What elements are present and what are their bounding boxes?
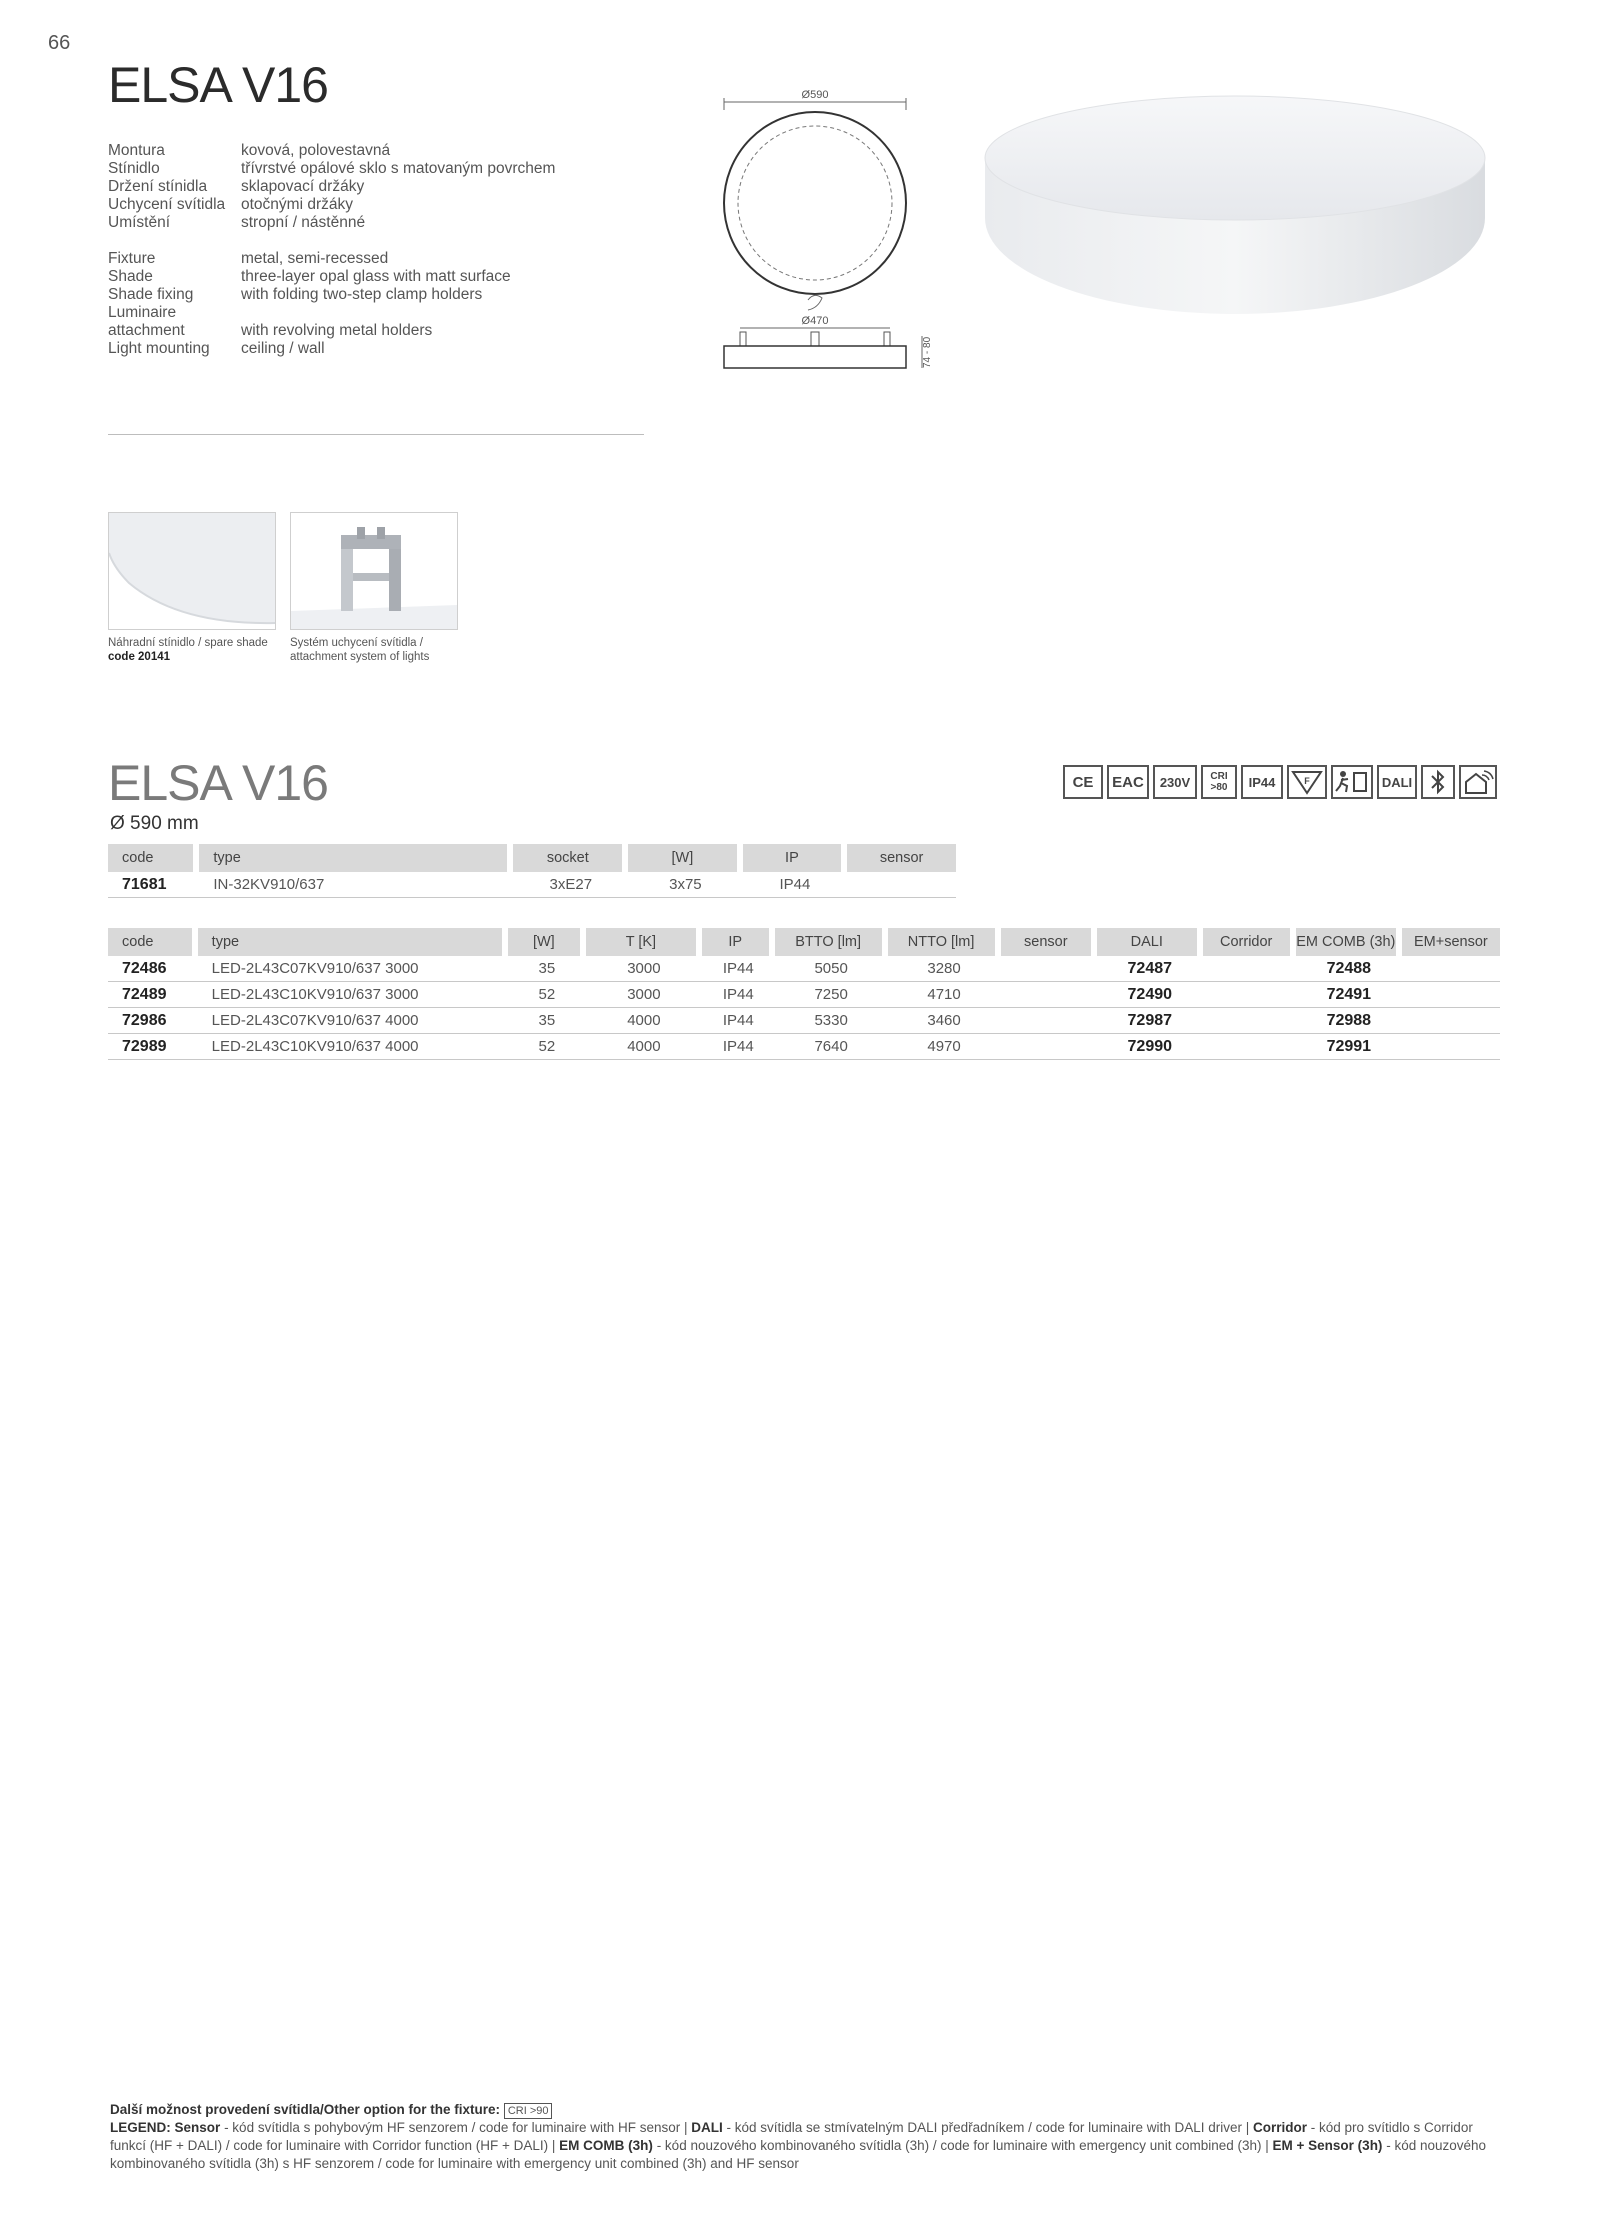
attachment-system-thumb xyxy=(290,512,458,630)
table-cell-sensor xyxy=(1001,956,1098,982)
cri-90-badge: CRI >90 xyxy=(504,2103,553,2119)
table-cell-t: 4000 xyxy=(586,1034,702,1060)
table-cell-dali: 72987 xyxy=(1097,1008,1202,1034)
table-cell-sensor xyxy=(1001,1008,1098,1034)
table-cell-em: 72491 xyxy=(1296,982,1402,1008)
column-header: DALI xyxy=(1097,928,1202,956)
product-photo xyxy=(975,88,1495,328)
voltage-icon: 230V xyxy=(1153,765,1197,799)
table-cell-w: 52 xyxy=(508,982,586,1008)
table-cell-emsensor xyxy=(1402,1008,1500,1034)
column-header: EM+sensor xyxy=(1402,928,1500,956)
spec-row xyxy=(108,268,555,286)
spec-value: třívrstvé opálové sklo s matovaným povrchem xyxy=(241,160,556,177)
column-header: Corridor xyxy=(1203,928,1296,956)
table-cell-w: 35 xyxy=(508,956,586,982)
height-label: 74 - 80 xyxy=(922,336,933,368)
table-cell-socket: 3xE27 xyxy=(513,872,628,898)
table-cell-em: 72988 xyxy=(1296,1008,1402,1034)
table-cell-w: 35 xyxy=(508,1008,586,1034)
spec-row xyxy=(108,340,555,358)
table-cell-corridor xyxy=(1203,1008,1296,1034)
column-header: EM COMB (3h) xyxy=(1296,928,1402,956)
spec-key: Shade fixing xyxy=(108,286,194,303)
dali-icon: DALI xyxy=(1377,765,1417,799)
spec-value: metal, semi-recessed xyxy=(241,250,389,267)
table-cell-ip: IP44 xyxy=(702,982,775,1008)
spec-value: three-layer opal glass with matt surface xyxy=(241,268,511,285)
spec-value: otočnými držáky xyxy=(241,196,353,213)
table-cell-dali: 72990 xyxy=(1097,1034,1202,1060)
column-header: sensor xyxy=(1001,928,1098,956)
spec-value: kovová, polovestavná xyxy=(241,142,391,159)
spec-key: Umístění xyxy=(108,214,171,231)
spec-key: Montura xyxy=(108,142,165,159)
smart-home-icon xyxy=(1459,765,1497,799)
table-cell-ip: IP44 xyxy=(743,872,848,898)
spec-key: Light mounting xyxy=(108,340,210,357)
spec-row xyxy=(108,196,555,214)
table-cell-code: 72989 xyxy=(108,1034,198,1060)
legend-footer: Další možnost provedení svítidla/Other option for the fixture: CRI >90 LEGEND: Sensor - kód svítidla s pohybovým HF senzorem / code for luminaire with HF sensor | DALI - kód svítidla se stmívatelným DALI předřadníkem / code for luminaire with DALI driver | Corridor - kód pro svítidlo s Corridor funkcí (HF + DALI) / code for luminaire with Corridor function (HF + DALI) | EM COMB (3h) - kód nouzového kombinovaného svítidla (3h) / code for luminaire with emergency unit combined (3h) | EM + Sensor (3h) - kód nouzového kombinovaného svítidla (3h) s HF senzorem / code for luminaire with emergency unit combined (3h) and HF sensor xyxy=(110,2102,1487,2171)
page-number: 66 xyxy=(48,32,71,54)
bluetooth-icon xyxy=(1421,765,1455,799)
table-cell-sensor xyxy=(847,872,956,898)
table-led xyxy=(108,928,1500,1060)
spec-key: Luminaire xyxy=(108,304,177,321)
spec-value: stropní / nástěnné xyxy=(241,214,366,231)
table-cell-code: 72489 xyxy=(108,982,198,1008)
table-incandescent xyxy=(108,844,956,898)
column-header: sensor xyxy=(847,844,956,872)
ce-icon: CE xyxy=(1063,765,1103,799)
column-header: BTTO [lm] xyxy=(775,928,888,956)
spec-row xyxy=(108,304,555,322)
table-cell-type: LED-2L43C07KV910/637 3000 xyxy=(198,956,508,982)
table-cell-btto: 5050 xyxy=(775,956,888,982)
table-cell-w: 52 xyxy=(508,1034,586,1060)
table-cell-w: 3x75 xyxy=(628,872,742,898)
table-row xyxy=(108,872,956,898)
table-cell-ntto: 3460 xyxy=(888,1008,1001,1034)
spec-row xyxy=(108,160,555,178)
table-cell-t: 3000 xyxy=(586,982,702,1008)
section-title: ELSA V16 xyxy=(108,755,328,811)
spec-key: Fixture xyxy=(108,250,156,267)
table-row xyxy=(108,1034,1500,1060)
table-cell-code: 71681 xyxy=(108,872,199,898)
attachment-system-image xyxy=(291,513,457,629)
svg-text:F: F xyxy=(1304,776,1310,786)
spec-value: with revolving metal holders xyxy=(241,322,433,339)
spec-row xyxy=(108,142,555,160)
spec-key: Shade xyxy=(108,268,153,285)
inner-diameter-label: Ø470 xyxy=(801,315,829,327)
spec-value: sklapovací držáky xyxy=(241,178,365,195)
technical-drawing xyxy=(710,88,950,388)
column-header: code xyxy=(108,928,198,956)
emergency-exit-icon xyxy=(1331,765,1373,799)
spare-shade-thumb xyxy=(108,512,276,630)
outer-diameter-label: Ø590 xyxy=(801,89,829,101)
column-header: type xyxy=(199,844,513,872)
table-cell-code: 72486 xyxy=(108,956,198,982)
column-header: socket xyxy=(513,844,628,872)
cri-icon: CRI >80 xyxy=(1201,765,1237,799)
table-cell-ntto: 4970 xyxy=(888,1034,1001,1060)
table-cell-type: LED-2L43C10KV910/637 3000 xyxy=(198,982,508,1008)
column-header: NTTO [lm] xyxy=(888,928,1001,956)
table-cell-sensor xyxy=(1001,982,1098,1008)
table-cell-type: LED-2L43C07KV910/637 4000 xyxy=(198,1008,508,1034)
table-cell-ntto: 4710 xyxy=(888,982,1001,1008)
table-cell-corridor xyxy=(1203,982,1296,1008)
spec-key: Uchycení svítidla xyxy=(108,196,226,213)
spec-row xyxy=(108,286,555,304)
table-row xyxy=(108,1008,1500,1034)
column-header: [W] xyxy=(508,928,586,956)
f-mark-icon xyxy=(1287,765,1327,799)
table-row xyxy=(108,982,1500,1008)
table-cell-emsensor xyxy=(1402,982,1500,1008)
eac-icon: EAC xyxy=(1107,765,1149,799)
divider xyxy=(108,434,644,435)
table-cell-em: 72488 xyxy=(1296,956,1402,982)
table-cell-corridor xyxy=(1203,1034,1296,1060)
column-header: T [K] xyxy=(586,928,702,956)
table-cell-corridor xyxy=(1203,956,1296,982)
table-cell-code: 72986 xyxy=(108,1008,198,1034)
table-cell-btto: 7640 xyxy=(775,1034,888,1060)
spec-row xyxy=(108,322,555,340)
spec-row xyxy=(108,178,555,196)
spec-value: ceiling / wall xyxy=(241,340,325,357)
certification-icons xyxy=(1063,765,1497,799)
attachment-system-caption: Systém uchycení svítidla / attachment system of lights xyxy=(290,637,430,663)
table-cell-ip: IP44 xyxy=(702,956,775,982)
table-cell-dali: 72490 xyxy=(1097,982,1202,1008)
column-header: IP xyxy=(702,928,775,956)
table-cell-ip: IP44 xyxy=(702,1034,775,1060)
spec-row xyxy=(108,214,555,232)
spec-key: attachment xyxy=(108,322,185,339)
spec-key: Držení stínidla xyxy=(108,178,208,195)
table-cell-emsensor xyxy=(1402,956,1500,982)
table-cell-dali: 72487 xyxy=(1097,956,1202,982)
table-cell-t: 3000 xyxy=(586,956,702,982)
table-cell-ip: IP44 xyxy=(702,1008,775,1034)
spare-shade-image xyxy=(109,513,275,629)
spec-list xyxy=(108,142,555,358)
table-cell-btto: 5330 xyxy=(775,1008,888,1034)
table-cell-btto: 7250 xyxy=(775,982,888,1008)
table-cell-ntto: 3280 xyxy=(888,956,1001,982)
table-row xyxy=(108,956,1500,982)
column-header: [W] xyxy=(628,844,742,872)
table-cell-t: 4000 xyxy=(586,1008,702,1034)
column-header: code xyxy=(108,844,199,872)
table-cell-type: IN-32KV910/637 xyxy=(199,872,513,898)
table-cell-em: 72991 xyxy=(1296,1034,1402,1060)
diameter-text: Ø 590 mm xyxy=(110,813,199,834)
table-cell-type: LED-2L43C10KV910/637 4000 xyxy=(198,1034,508,1060)
table-cell-emsensor xyxy=(1402,1034,1500,1060)
ip44-icon: IP44 xyxy=(1241,765,1283,799)
column-header: type xyxy=(198,928,508,956)
column-header: IP xyxy=(743,844,848,872)
spec-key: Stínidlo xyxy=(108,160,160,177)
spare-shade-caption: Náhradní stínidlo / spare shade code 20141 xyxy=(108,637,268,663)
product-title: ELSA V16 xyxy=(108,57,328,113)
spec-value: with folding two-step clamp holders xyxy=(241,286,483,303)
spec-row xyxy=(108,250,555,268)
table-cell-sensor xyxy=(1001,1034,1098,1060)
